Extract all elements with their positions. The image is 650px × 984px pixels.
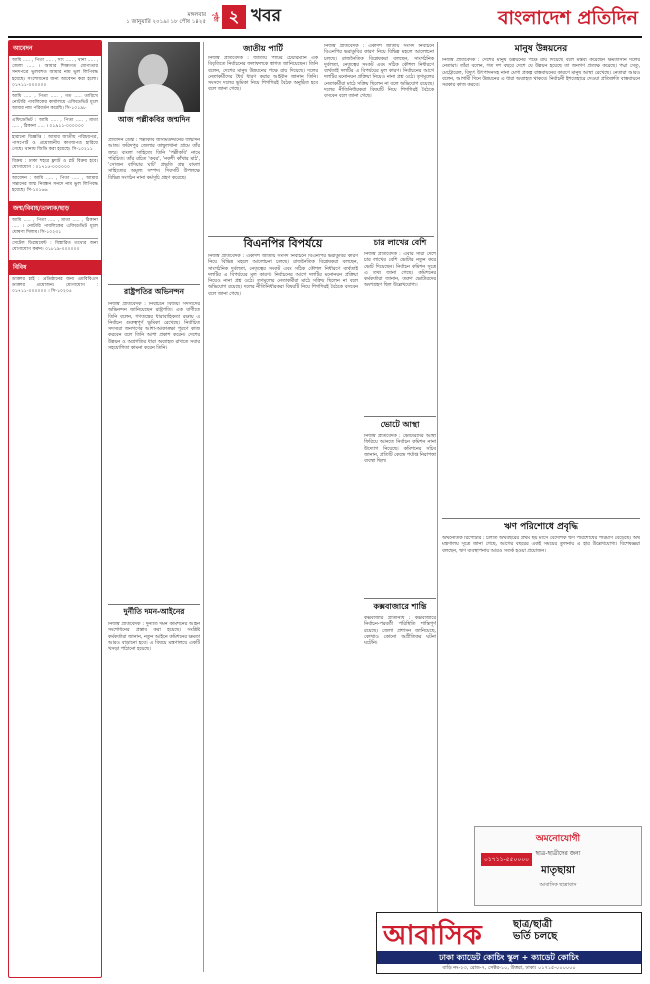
article-poet-birthday: প্রতিদিন ডেস্ক : পল্লীকবি জসীমউদ্দীনের জন্মদিন আজ। ফরিদপুর জেলার তাম্বুলখানা গ্রামে তাঁর জন্ম। বাংলা সাহিত্যে তিনি 'পল্লীকবি' নামে পরিচিত। তাঁর রচিত 'কবর', 'নকশী কাঁথার মাঠ', 'সোজন বাদিয়ার ঘাট' প্রভৃতি গ্রন্থ বাংলা সাহিত্যের অমূল্য সম্পদ। দিবসটি উপলক্ষে বিভিন্ন সংগঠন নানা কর্মসূচি গ্রহণ করেছে। (108, 138, 200, 181)
article-jatiya-party: নিজস্ব প্রতিবেদক : জাতীয় পার্টির চেয়ারম্যান এক বিবৃতিতে নির্বাচনের ফলাফলকে স্বাগত জানিয়েছেন। তিনি বলেন, দেশের মানুষ উন্নয়নের পক্ষে রায় দিয়েছে। দলের নেতাকর্মীদের ধৈর্য ধারণ করার আহ্বান জানান তিনি। সংসদে দলের ভূমিকা নিয়ে শিগগিরই বৈঠক অনুষ্ঠিত হবে বলে জানা গেছে। (208, 56, 318, 93)
date-weekday: মঙ্গলবার (187, 12, 206, 18)
ad-residential-admission (376, 912, 642, 974)
headline-anti-corruption: দুর্নীতি দমন-আইনের (123, 607, 185, 616)
headline-coxs-bazar: কক্সবাজারে শান্তি (373, 602, 427, 611)
article-president: নিজস্ব প্রতিবেদক : নির্বাচনে বিজয়ী সদস্যদের অভিনন্দন জানিয়েছেন রাষ্ট্রপতি। এক বাণীতে তিনি বলেন, গণতন্ত্রের ধারাবাহিকতা রক্ষায় এ নির্বাচন গুরুত্বপূর্ণ ভূমিকা রেখেছে। নির্বাচিত সদস্যরা জনগণের আশা-আকাঙ্ক্ষা পূরণে কাজ করবেন বলে তিনি আশা প্রকাশ করেন। দেশের উন্নয়ন ও অগ্রগতির ধারা অব্যাহত রাখতে সবার সহযোগিতা কামনা করেন তিনি। (108, 302, 200, 352)
newspaper-logo: বাংলাদেশ প্রতিদিন (497, 7, 638, 29)
ad-right-line1: ছাত্র/ছাত্রী (513, 919, 553, 930)
ad-address: বাড়ি নং-২৩, রোড-৭, সেক্টর-১০, উত্তরা, ঢাকা। ০১৭১৫-০০০০০০ (442, 965, 576, 971)
article-coxs-bazar: কক্সবাজার প্রতিনিধি : কক্সবাজারে নির্বাচন-পরবর্তী পরিস্থিতি শান্তিপূর্ণ রয়েছে। জেলা প্রশাসন জানিয়েছে, কোথাও কোনো অপ্রীতিকর ঘটনা ঘটেনি। (364, 616, 436, 647)
classified-ad: আবেদন : আমি ..... , পিতা ..... , আমার সন্তানের জন্ম নিবন্ধন সনদে নাম ভুল লিপিবদ্ধ হয়েছে। সি-১০১৬৬ (12, 176, 98, 194)
headline-president: রাষ্ট্রপতির অভিনন্দন (124, 287, 184, 296)
headline-loan: ঋণ পরিশোধে প্রবৃদ্ধি (504, 522, 578, 532)
ad-mattrichhaya (474, 826, 642, 906)
section-name: খবর (251, 6, 281, 26)
page-number: ২ (222, 5, 246, 29)
ad-subtitle: ছাত্র-ছাত্রীদের জন্য (535, 850, 581, 857)
ad-brand: মাতৃছায়া (541, 865, 575, 876)
masthead-divider (8, 36, 642, 38)
classifieds-column (8, 40, 102, 978)
article-bnp: নিজস্ব প্রতিবেদক : একাদশ জাতীয় সংসদ নির্বাচনে বিএনপির ভরাডুবির কারণ নিয়ে বিভিন্ন মহলে আলোচনা চলছে। রাজনৈতিক বিশ্লেষকরা বলছেন, সাংগঠনিক দুর্বলতা, নেতৃত্বের সংকট এবং সঠিক কৌশল নির্ধারণে ব্যর্থতাই দলটির এ বিপর্যয়ের মূল কারণ। নির্বাচনের আগে দলটির মনোনয়ন প্রক্রিয়া নিয়েও নানা প্রশ্ন ওঠে। তৃণমূলের নেতাকর্মীরা মাঠে সক্রিয় ছিলেন না বলে অভিযোগ রয়েছে। দলের নীতিনির্ধারকরা বিষয়টি নিয়ে শিগগিরই বৈঠকে বসবেন বলে জানা গেছে। (208, 254, 358, 297)
article-vote-trust: নিজস্ব প্রতিবেদক : ভোটারদের আস্থা ফিরিয়ে আনতে নির্বাচন কমিশন নানা উদ্যোগ নিয়েছে। কমিশনের সচিব জানান, প্রতিটি কেন্দ্রে পর্যাপ্ত নিরাপত্তা ব্যবস্থা ছিল। (364, 434, 436, 465)
headline-development: মানুষ উন্নয়নের (514, 44, 568, 54)
ad-note: আবাসিক ছাত্রাবাস (539, 882, 577, 888)
classified-divider (12, 238, 98, 239)
ad-top (377, 913, 641, 951)
ad-big-text: আবাসিক (383, 920, 482, 951)
classifieds-subheading: জন্ম/বিবাহ/তালাক/ছাড় (9, 201, 101, 216)
story-divider (364, 598, 436, 599)
classified-ad: ডাক্তার চাই : প্রতিষ্ঠানের জন্য এমবিবিএস ডাক্তার প্রয়োজন। যোগাযোগ : ০১৭১১-০০০০০০ । সি-১০২০৫ (12, 276, 98, 295)
classified-divider (12, 156, 98, 157)
story-divider (108, 284, 200, 285)
classifieds-heading: আবেদন (9, 41, 101, 56)
classified-ad: আমি ..... , পিতা ..... , মাতা ..... , ঠিকানা ..... । নোটারি পাবলিকের এফিডেভিট মূলে ঘোষণা দিলাম। সি-১০২৩১ (12, 217, 98, 236)
classified-divider (12, 132, 98, 133)
headline-bnp: বিএনপির বিপর্যয়ে (243, 237, 323, 250)
page-prefix: পৃষ্ঠা (212, 12, 219, 22)
headline-jatiya-party: জাতীয় পার্টি (243, 44, 283, 53)
classifieds-subheading: বিবিধ (9, 260, 101, 275)
ad-band: ঢাকা ক্যাডেট কোচিং স্কুল + ক্যাডেট কোচিং (377, 951, 641, 964)
issue-date (96, 12, 206, 26)
article-loan: অর্থনৈতিক রিপোর্টার : চলতি অর্থবছরের প্রথম ছয় মাসে বৈদেশিক ঋণ পরিশোধের পরিমাণ বেড়েছে। অর্থ মন্ত্রণালয় সূত্রে জানা গেছে, আগের বছরের একই সময়ের তুলনায় এ হার উল্লেখযোগ্য। বিশেষজ্ঞরা বলছেন, ঋণ ব্যবস্থাপনায় আরও সতর্ক হওয়া প্রয়োজন। (442, 536, 640, 554)
headline-poet-birthday: আজ পল্লীকবির জন্মদিন (118, 115, 190, 124)
column-divider (203, 42, 204, 972)
headline-four-lakh: চার লাখের বেশি (373, 238, 427, 247)
ad-right-line2: ভর্তি চলছে (513, 931, 558, 942)
date-full: ১ জানুয়ারি ২০১৯। ১৮ পৌষ ১৪২৫ (126, 19, 206, 25)
classified-ad: বিক্রয় : ঢাকা শহরে ফ্ল্যাট ও প্লট বিক্রয় হবে। যোগাযোগ : ০১৭১৫-০০০০০০ (12, 158, 98, 170)
poet-portrait-photo (108, 42, 200, 112)
classified-divider (12, 115, 98, 116)
story-divider (108, 604, 200, 605)
headline-vote-trust: ভোটে আস্থা (380, 420, 420, 429)
story-divider (442, 518, 640, 519)
article-anti-corruption: নিজস্ব প্রতিবেদক : দুর্নীতি দমন কমিশনের আইন সংশোধনের প্রস্তাব করা হয়েছে। সংশ্লিষ্ট কর্মকর্তারা জানান, নতুন আইনে কমিশনের ক্ষমতা আরও বাড়ানো হবে। এ বিষয়ে মন্ত্রণালয়ে একটি খসড়া পাঠানো হয়েছে। (108, 622, 200, 653)
column-divider (437, 42, 438, 972)
classified-ad: এফিডেভিট : আমি ..... , পিতা ..... , মাতা ..... , ঠিকানা ..... । ০১৯১১-০০০০০০ (12, 117, 98, 129)
masthead (0, 0, 650, 38)
story-divider (364, 416, 436, 417)
section-tab (210, 4, 304, 30)
article-development: নিজস্ব প্রতিবেদক : দেশের মানুষ উন্নয়নের পক্ষে রায় দিয়েছে বলে মন্তব্য করেছেন ক্ষমতাসীন দলের নেতারা। তাঁরা বলেন, গত দশ বছরে দেশে যে উন্নয়ন হয়েছে তা জনগণ প্রত্যক্ষ করেছে। পদ্মা সেতু, মেট্রোরেল, বিদ্যুৎ উৎপাদনসহ নানা মেগা প্রকল্প বাস্তবায়নের কারণে মানুষ আস্থা রেখেছে। নেতারা আরও বলেন, আগামী দিনে উন্নয়নের এ ধারা অব্যাহত থাকবে। নির্বাচনী ইশতেহারে দেওয়া প্রতিশ্রুতি বাস্তবায়নে সরকার কাজ করবে। (442, 58, 640, 89)
classified-ad: আমি ..... , পিতা ..... , সাং ..... , থানা ..... , জেলা ..... । আমার শিক্ষাগত যোগ্যতার সনদপত্রে ভুলবশত আমার নাম ভুল লিপিবদ্ধ হয়েছে। সংশোধনের জন্য আবেদন করা হলো। ০১৭১১-০০০০০০ (12, 58, 98, 88)
portrait-body (124, 84, 184, 112)
classified-divider (12, 173, 98, 174)
ad-right-text (513, 919, 557, 943)
portrait-head (138, 54, 168, 88)
article-four-lakh: নিজস্ব প্রতিবেদক : এবার সারা দেশে চার লাখের বেশি ভোটার নতুন করে ভোট দিয়েছেন। নির্বাচন কমিশন সূত্রে এ তথ্য জানা গেছে। কমিশনের কর্মকর্তারা জানান, তরুণ ভোটারদের অংশগ্রহণ ছিল উল্লেখযোগ্য। (364, 252, 436, 289)
article-continuation: নিজস্ব প্রতিবেদক : একাদশ জাতীয় সংসদ নির্বাচনে বিএনপির ভরাডুবির কারণ নিয়ে বিভিন্ন মহলে আলোচনা চলছে। রাজনৈতিক বিশ্লেষকরা বলছেন, সাংগঠনিক দুর্বলতা, নেতৃত্বের সংকট এবং সঠিক কৌশল নির্ধারণে ব্যর্থতাই দলটির এ বিপর্যয়ের মূল কারণ। নির্বাচনের আগে দলটির মনোনয়ন প্রক্রিয়া নিয়েও নানা প্রশ্ন ওঠে। তৃণমূলের নেতাকর্মীরা মাঠে সক্রিয় ছিলেন না বলে অভিযোগ রয়েছে। দলের নীতিনির্ধারকরা বিষয়টি নিয়ে শিগগিরই বৈঠকে বসবেন বলে জানা গেছে। (324, 44, 434, 100)
ad-title: অমনোযোগী (535, 834, 581, 844)
classified-ad: হারানো বিজ্ঞপ্তি : আমার জাতীয় পরিচয়পত্র, পাসপোর্ট ও প্রয়োজনীয় কাগজপত্র হারিয়ে গেছে। থানায় জিডি করা হয়েছে। সি-১০২১১ (12, 135, 98, 153)
classified-divider (12, 91, 98, 92)
classified-ad: আমি ..... , পিতা ..... , গত ..... তারিখে নোটারি পাবলিকের কার্যালয়ে এফিডেভিট মূলে আমার নাম পরিবর্তন করেছি। সি-১০১৯৮ (12, 94, 98, 112)
ad-phone: ০১৭১১-৫৫০০০০ (481, 853, 532, 866)
classified-ad: সেটেল ডিপ্লয়মেন্ট : বিস্তারিত তথ্যের জন্য যোগাযোগ করুন। ০১৮১৯-০০০০০০ (12, 241, 98, 253)
